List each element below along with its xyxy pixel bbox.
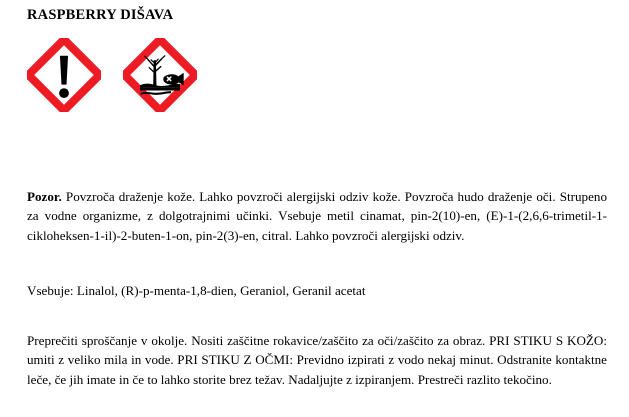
signal-word: Pozor. [27, 189, 62, 204]
precautionary-statement-block: Preprečiti sproščanje v okolje. Nositi zaščitne rokavice/zaščito za oči/zaščito za obraz. PRI STIKU S KOŽO: umiti z veliko mila in vode. PRI STIKU Z OČMI: Previdno izpirati z vodo nekaj minut. Odstranite kontaktne leče, če jih imate in če to lahko storite brez težav. Nadaljujte z izpiranjem. Prestreči razlito tekočino. [27, 333, 607, 387]
exclamation-mark-pictogram [27, 38, 101, 112]
hazard-statement-block [27, 187, 607, 245]
contains-line: Vsebuje: Linalol, (R)-p-menta-1,8-dien, Geraniol, Geranil acetat [27, 283, 366, 298]
hazard-statement-text: Povzroča draženje kože. Lahko povzroči alergijski odziv kože. Povzroča hudo draženje oči. Strupeno za vodne organizme, z dolgotrajnimi učinki. Vsebuje metil cinamat, pin-2(10)-en, (E)-1-(2,6,6-trimetil-1-cikloheksen-1-il)-2-buten-1-on, pin-2(3)-en, citral. Lahko povzroči alergijski odziv. [27, 189, 607, 243]
ghs-pictogram-row [27, 38, 197, 112]
page-title: RASPBERRY DIŠAVA [27, 7, 174, 23]
environment-hazard-pictogram [123, 38, 197, 112]
